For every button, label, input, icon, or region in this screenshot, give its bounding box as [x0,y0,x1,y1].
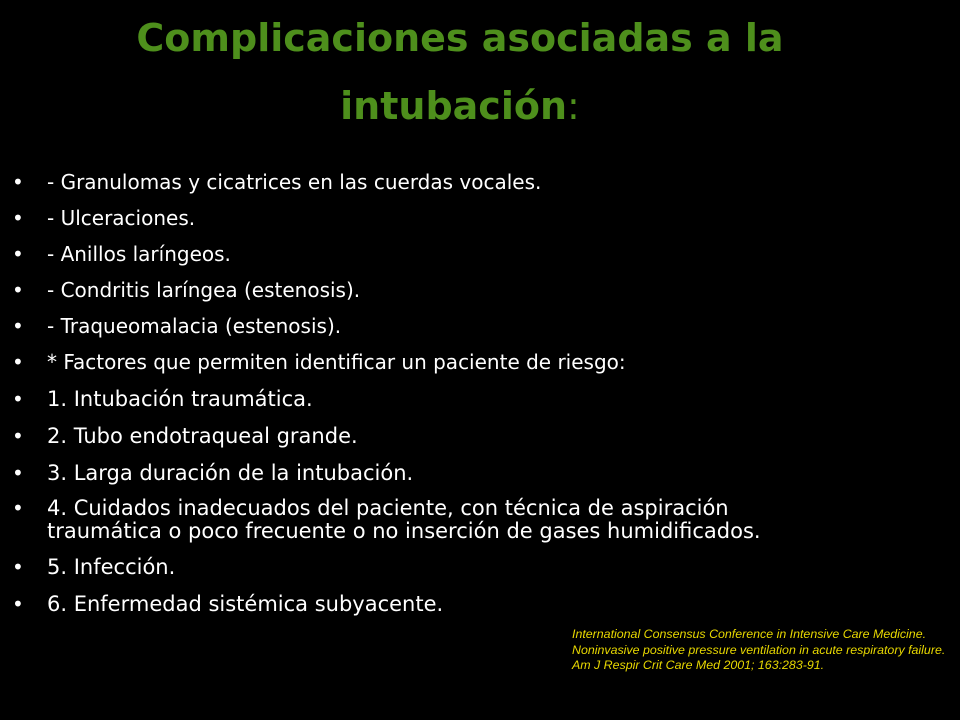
bullet-text: - Anillos laríngeos. [47,242,231,266]
list-item [0,497,807,543]
list-item [0,386,807,412]
bullet-text: - Ulceraciones. [47,206,196,230]
bullet-marker: • [12,242,24,266]
bullet-text: 5. Infección. [47,555,176,579]
bullet-text: - Condritis laríngea (estenosis). [47,278,361,302]
list-item [0,554,807,580]
bullet-marker: • [12,278,24,302]
bullet-marker: • [12,592,24,616]
list-item [0,314,807,339]
citation-reference: International Consensus Conference in Intensive Care Medicine. Noninvasive positive pressure ventilation in acute respiratory failure. Am J Respir Crit Care Med 2001; 163:283-91. [572,627,946,673]
bullet-marker: • [12,424,24,448]
list-item [0,423,807,449]
bullet-text: - Granulomas y cicatrices en las cuerdas vocales. [47,170,542,194]
bullet-marker: • [12,555,24,579]
bullet-list [0,170,960,628]
bullet-marker: • [12,314,24,338]
bullet-text: 2. Tubo endotraqueal grande. [47,424,358,448]
list-item [0,206,807,231]
bullet-text: 4. Cuidados inadecuados del paciente, con técnica de aspiración traumática o poco frecuente o no inserción de gases humidificados. [47,496,761,543]
list-item [0,591,807,617]
bullet-text: 1. Intubación traumática. [47,387,313,411]
list-item [0,350,807,375]
bullet-marker: • [12,496,24,520]
list-item [0,242,807,267]
bullet-text: 6. Enfermedad sistémica subyacente. [47,592,444,616]
list-item [0,278,807,303]
slide-title-colon: : [567,84,580,128]
bullet-marker: • [12,387,24,411]
bullet-text: 3. Larga duración de la intubación. [47,461,414,485]
list-item [0,170,807,195]
list-item [0,460,807,486]
bullet-marker: • [12,206,24,230]
slide-title [20,4,900,140]
bullet-marker: • [12,170,24,194]
bullet-marker: • [12,461,24,485]
bullet-text: * Factores que permiten identificar un paciente de riesgo: [47,350,626,374]
bullet-text: - Traqueomalacia (estenosis). [47,314,342,338]
slide-title-text: Complicaciones asociadas a la intubación [136,16,784,128]
bullet-marker: • [12,350,24,374]
